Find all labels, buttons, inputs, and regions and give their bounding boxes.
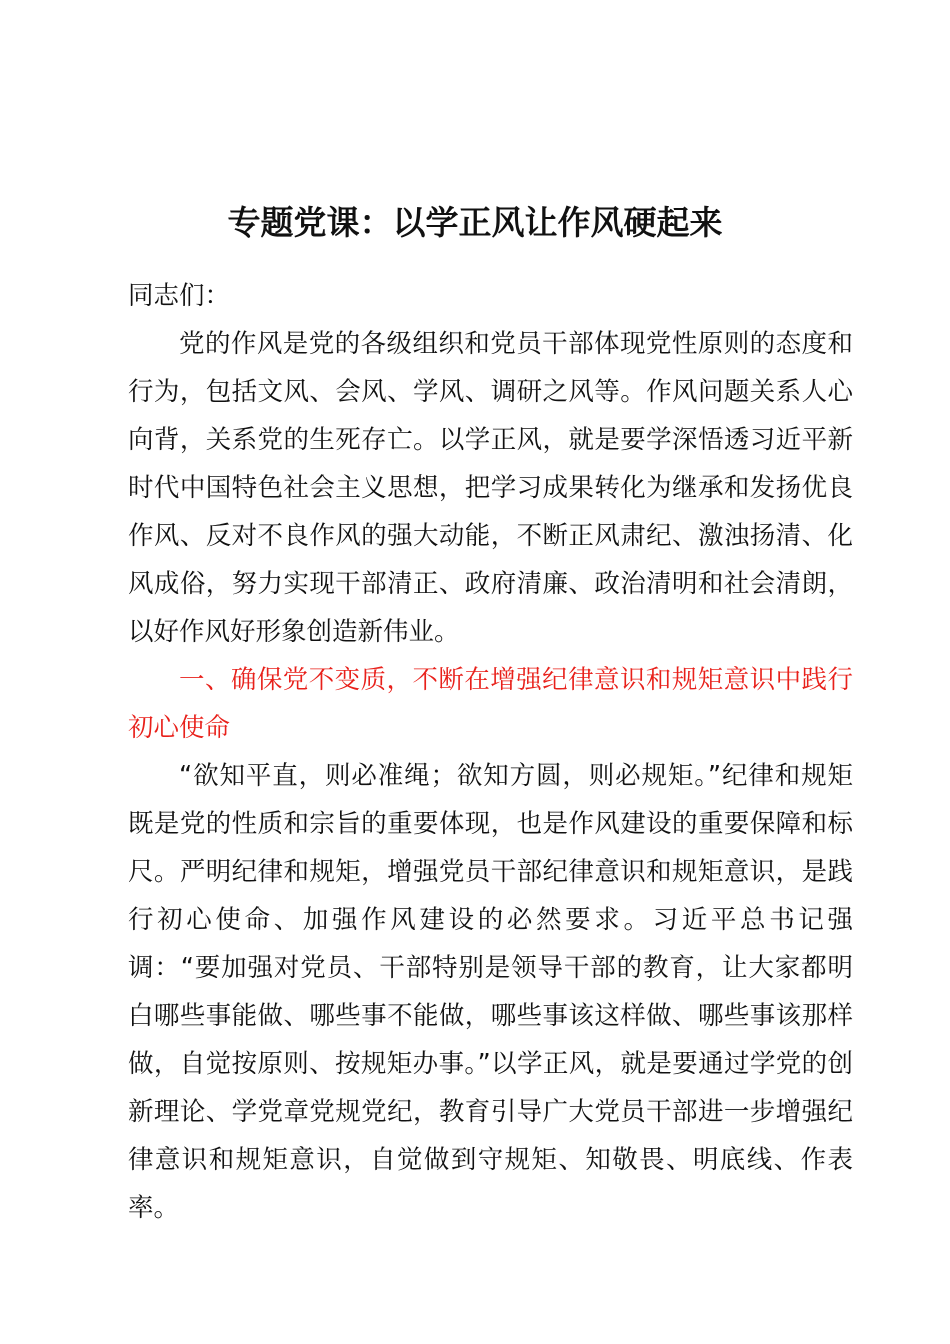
document-title: 专题党课：以学正风让作风硬起来: [227, 203, 723, 242]
salutation: 同志们：: [128, 281, 231, 311]
section-heading-1: 一、确保党不变质，不断在增强纪律意识和规矩意识中践行初心使命: [128, 665, 853, 743]
body-paragraph-2: “欲知平直，则必准绳；欲知方圆，则必规矩。”纪律和规矩既是党的性质和宗旨的重要体现，也是作风建设的重要保障和标尺。严明纪律和规矩，增强党员干部纪律意识和规矩意识，是践行初心使命、加强作风建设的必然要求。习近平总书记强调：“要加强对党员、干部特别是领导干部的教育，让大家都明白哪些事能做、哪些事不能做，哪些事该这样做、哪些事该那样做，自觉按原则、按规矩办事。”以学正风，就是要通过学党的创新理论、学党章党规党纪，教育引导广大党员干部进一步增强纪律意识和规矩意识，自觉做到守规矩、知敬畏、明底线、作表率。: [128, 761, 853, 1223]
body-paragraph-1: 党的作风是党的各级组织和党员干部体现党性原则的态度和行为，包括文风、会风、学风、调研之风等。作风问题关系人心向背，关系党的生死存亡。以学正风，就是要学深悟透习近平新时代中国特色社会主义思想，把学习成果转化为继承和发扬优良作风、反对不良作风的强大动能，不断正风肃纪、激浊扬清、化风成俗，努力实现干部清正、政府清廉、政治清明和社会清朗，以好作风好形象创造新伟业。: [128, 329, 853, 647]
